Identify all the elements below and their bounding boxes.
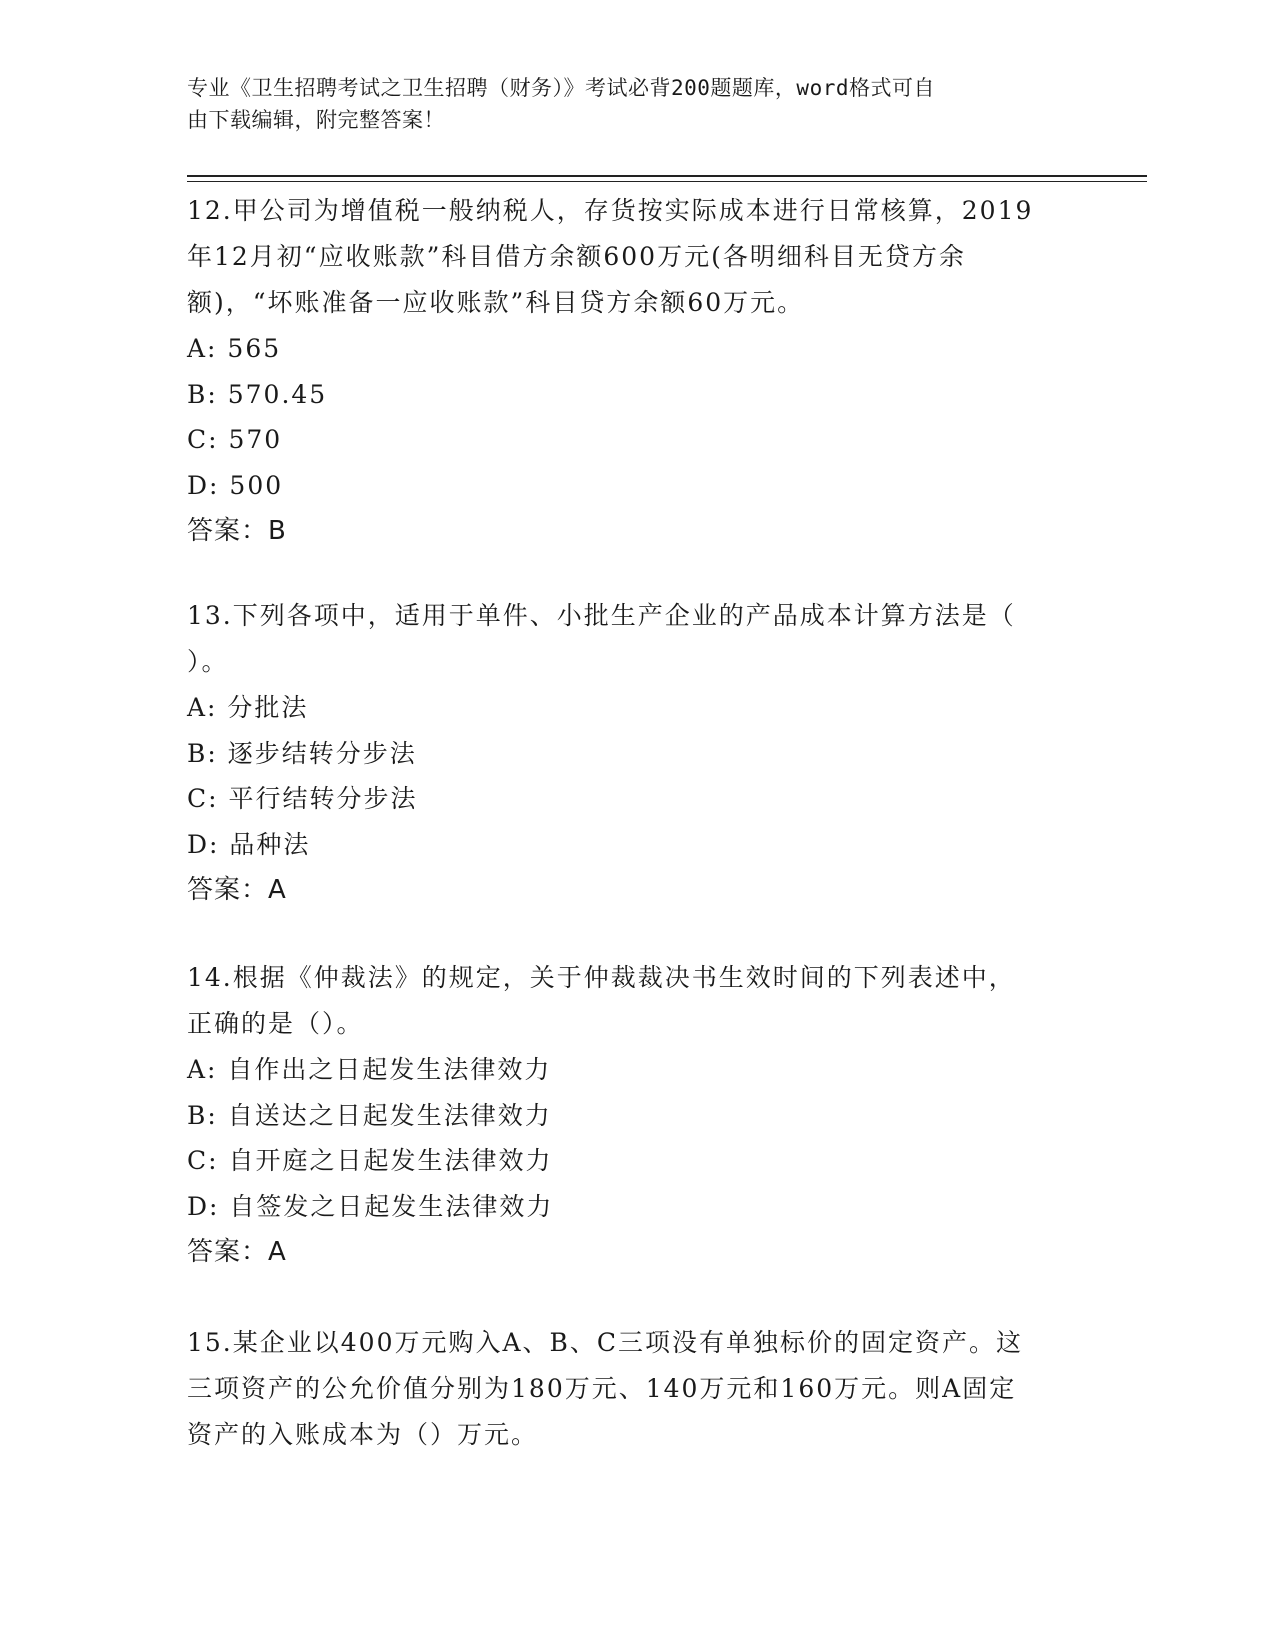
answer-line: 答案：A — [187, 875, 287, 905]
question-stem-line: 年12月初“应收账款”科目借方余额600万元(各明细科目无贷方余 — [187, 242, 966, 271]
option-c: C: 自开庭之日起发生法律效力 — [187, 1146, 553, 1175]
header-line-1: 专业《卫生招聘考试之卫生招聘（财务）》考试必背200题题库，word格式可自 — [187, 76, 935, 100]
question-stem-line: 资产的入账成本为（）万元。 — [187, 1420, 539, 1449]
option-d: D: 自签发之日起发生法律效力 — [187, 1191, 554, 1221]
question-stem-line: ）。 — [187, 647, 229, 676]
option-a: A: 自作出之日起发生法律效力 — [187, 1055, 552, 1084]
option-a: A: 565 — [187, 334, 282, 363]
header-line-2: 由下载编辑，附完整答案！ — [187, 108, 445, 132]
option-a: A: 分批法 — [187, 693, 309, 722]
question-14 — [187, 955, 1087, 1275]
question-stem-line: 14.根据《仲裁法》的规定，关于仲裁裁决书生效时间的下列表述中， — [187, 963, 1016, 992]
question-stem-line: 三项资产的公允价值分别为180万元、140万元和160万元。则A固定 — [187, 1374, 1017, 1403]
option-c: C: 570 — [187, 425, 283, 454]
answer-line: 答案：B — [187, 516, 287, 546]
question-stem-line: 正确的是（）。 — [187, 1009, 364, 1038]
question-13 — [187, 593, 1087, 913]
option-d: D: 品种法 — [187, 829, 311, 859]
option-b: B: 自送达之日起发生法律效力 — [187, 1100, 552, 1130]
option-b: B: 逐步结转分步法 — [187, 738, 417, 768]
header-divider-thick — [187, 175, 1147, 177]
option-c: C: 平行结转分步法 — [187, 784, 418, 813]
document-header — [187, 72, 1067, 136]
header-divider-thin — [187, 181, 1147, 182]
question-stem-line: 12.甲公司为增值税一般纳税人，存货按实际成本进行日常核算，2019 — [187, 196, 1034, 225]
question-12 — [187, 188, 1087, 554]
question-stem-line: 13.下列各项中，适用于单件、小批生产企业的产品成本计算方法是（ — [187, 601, 1016, 630]
question-15 — [187, 1320, 1087, 1458]
option-b: B: 570.45 — [187, 379, 328, 409]
option-d: D: 500 — [187, 470, 284, 500]
question-stem-line: 额)，“坏账准备一应收账款”科目贷方余额60万元。 — [187, 288, 805, 317]
answer-line: 答案：A — [187, 1237, 287, 1267]
question-stem-line: 15.某企业以400万元购入A、B、C三项没有单独标价的固定资产。这 — [187, 1328, 1024, 1357]
